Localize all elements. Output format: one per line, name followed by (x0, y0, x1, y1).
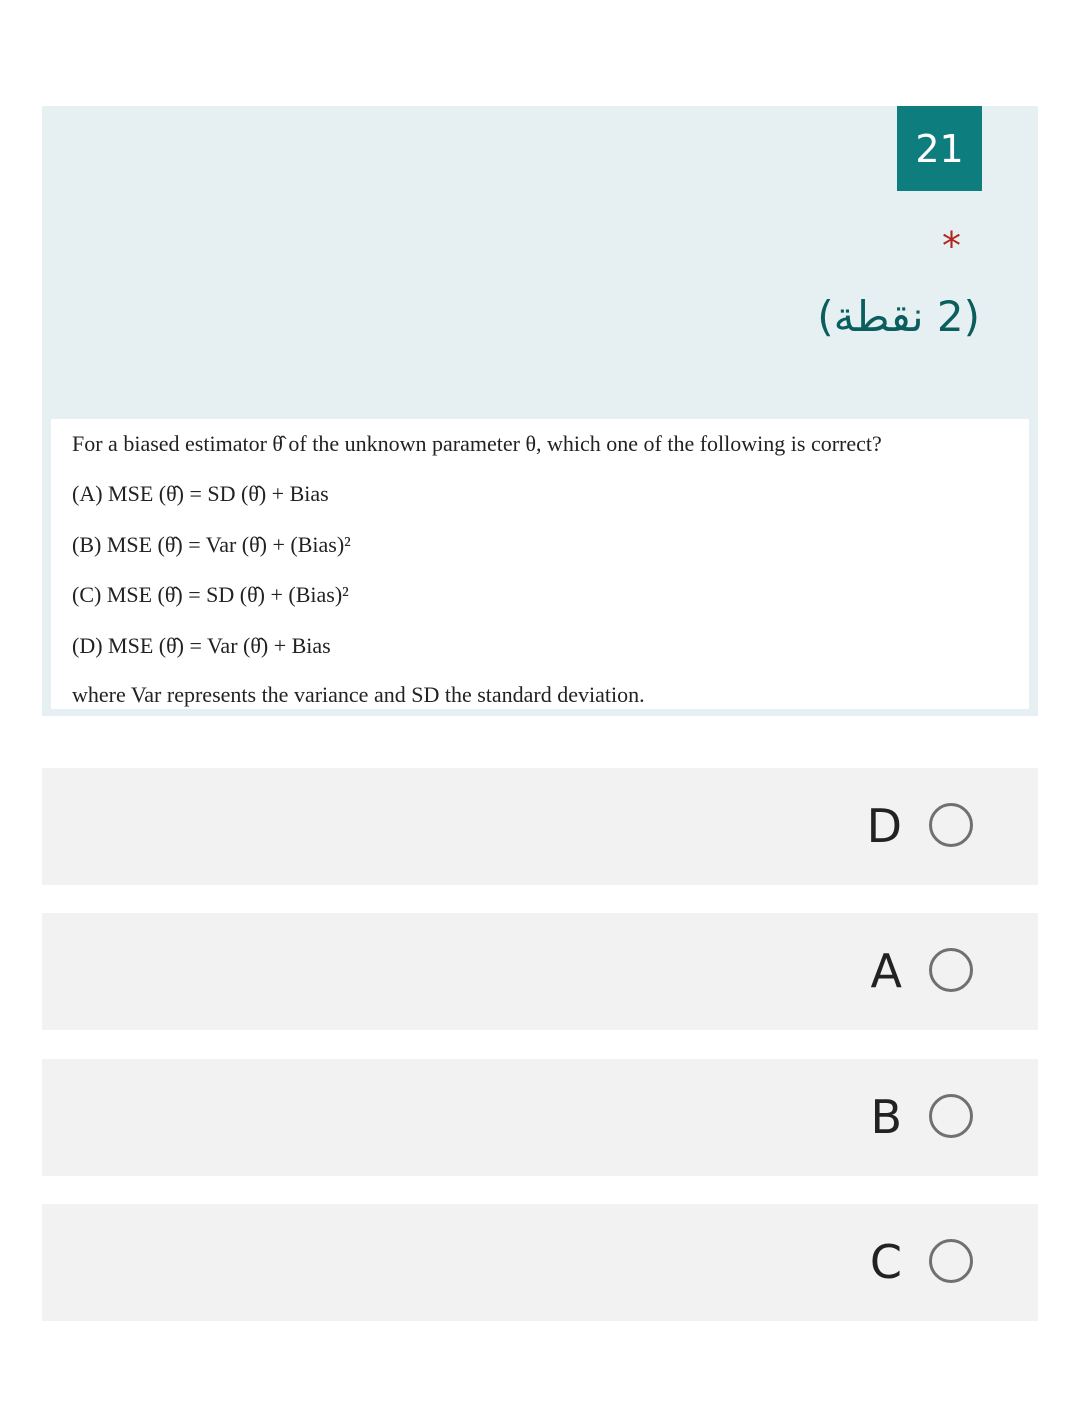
statement-d: (D) MSE (θ̂) = Var (θ̂) + Bias (72, 633, 331, 658)
option-c[interactable] (42, 1204, 1038, 1321)
option-label: B (870, 1090, 902, 1144)
radio-button[interactable] (929, 1094, 973, 1138)
option-label: D (866, 799, 902, 853)
points-label: (2 نقطة) (817, 292, 980, 341)
radio-button[interactable] (929, 803, 973, 847)
question-number: 21 (897, 106, 982, 191)
question-footnote: where Var represents the variance and SD the standard deviation. (72, 682, 645, 707)
option-a[interactable] (42, 913, 1038, 1030)
radio-button[interactable] (929, 1239, 973, 1283)
statement-c: (C) MSE (θ̂) = SD (θ̂) + (Bias)² (72, 582, 349, 607)
statement-a: (A) MSE (θ̂) = SD (θ̂) + Bias (72, 481, 329, 506)
required-asterisk: * (942, 224, 961, 268)
option-label: C (869, 1235, 902, 1289)
option-label: A (870, 944, 902, 998)
option-b[interactable] (42, 1059, 1038, 1176)
option-d[interactable] (42, 768, 1038, 885)
question-stem: For a biased estimator θ̂ of the unknown parameter θ, which one of the following is correct? (72, 431, 882, 456)
radio-button[interactable] (929, 948, 973, 992)
question-text-image (51, 419, 1029, 709)
statement-b: (B) MSE (θ̂) = Var (θ̂) + (Bias)² (72, 532, 351, 557)
question-card (42, 106, 1038, 716)
